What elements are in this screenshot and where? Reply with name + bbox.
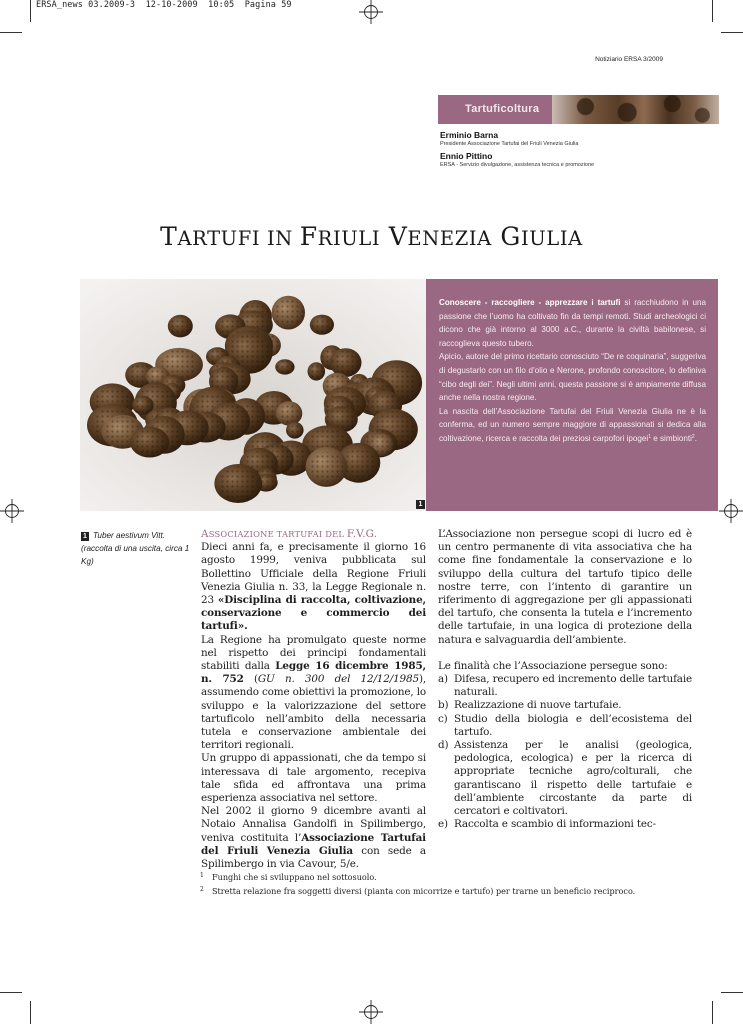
crop-mark [30, 0, 31, 22]
caption-number: 1 [81, 532, 89, 541]
truffle-texture [133, 428, 167, 457]
caption-text: Tuber aestivum Vitt. (raccolta di una uscita, circa 1 Kg) [81, 531, 190, 566]
footnote: 2 Stretta relazione fra soggetti diversi (pianta con micorrize e tartufo) per trarne un beneficio reciproco. [200, 886, 636, 896]
author-block [440, 130, 594, 172]
footnote-ref: 2 [691, 433, 695, 440]
truffle-texture [133, 397, 152, 414]
crop-mark [0, 992, 22, 993]
body-paragraph: Dieci anni fa, e precisamente il giorno 16 agosto 1999, veniva pubblicata sul Bollettino Ufficiale della Regione Friuli Venezia Giulia n. 33, la Legge Regionale n. 23 «Disciplina di raccolta, coltivazione, conservazione e commercio dei tartufi». [201, 541, 426, 633]
intro-box [426, 279, 718, 511]
crop-mark [721, 32, 743, 33]
truffle-photo [80, 279, 426, 511]
truffle-texture [273, 299, 304, 326]
photo-number: 1 [416, 500, 425, 509]
body-paragraph: Nel 2002 il giorno 9 dicembre avanti al Notaio Annalisa Gandolfi in Spilimbergo, veniva costituita l’Associazione Tartufai del Friuli Venezia Giulia con sede a Spilimbergo in via Cavour, 5/e. [201, 805, 426, 871]
section-label: Tartuficoltura [465, 103, 540, 115]
list-item: e) Raccolta e scambio di informazioni tec- [438, 818, 656, 831]
truffle-texture [309, 452, 344, 482]
truffle-texture [219, 466, 258, 500]
registration-mark-icon [359, 0, 383, 24]
truffle-texture [278, 404, 299, 422]
author-role: Presidente Associazione Tartufai del Friuli Venezia Giulia [440, 141, 579, 147]
registration-mark-icon [719, 499, 743, 523]
section-subheading: ASSOCIAZIONE TARTUFAI DEL F.V.G. [201, 528, 378, 540]
footnote: 1 Funghi che si sviluppano nel sottosuolo. [200, 872, 377, 882]
intro-paragraph: Conoscere - raccogliere - apprezzare i tartufi si racchiudono in una passione che l’uomo ha coltivato fin da tempi remoti. Studi archeologici ci dicono che già intorno al 3000 a.C., durante la civiltà babilonese, si raccoglieva questo tubero. [439, 298, 706, 348]
intro-paragraph: Apicio, autore del primo ricettario conosciuto “De re coquinaria”, suggeriva di degustarlo con un filo d’olio e Nerone, profondo conoscitore, lo definiva “cibo degli dei”. Negli ultimi anni, questa passione si è ampiamente diffusa anche nella nostra regione. [439, 352, 706, 403]
footnotes [200, 870, 670, 898]
truffle-texture [308, 364, 325, 379]
section-banner [438, 95, 719, 124]
truffle-texture [332, 351, 360, 375]
footnote-ref: 1 [648, 433, 651, 440]
truffle-texture [287, 423, 303, 437]
print-slug: ERSA_news 03.2009-3 12-10-2009 10:05 Pagina 59 [36, 0, 292, 10]
truffle-texture [169, 316, 191, 335]
list-item: a) Difesa, recupero ed incremento delle tartufaie naturali. [438, 673, 692, 699]
truffle-thumbnail [552, 95, 719, 124]
author-name: Erminio Barna [440, 130, 499, 140]
intro-paragraph: La nascita dell’Associazione Tartufai del Friuli Venezia Giulia ne è la conferma, ed un numero sempre maggiore di appassionati si dedica alla coltivazione, ricerca e raccolta dei preziosi carpofori ipogei$^1$ e simbionti$^2$. [439, 406, 706, 443]
article-title: TARTUFI IN FRIULI VENEZIA GIULIA [160, 222, 583, 251]
list-item: c) Studio della biologia e dell’ecosistema del tartufo. [438, 712, 692, 738]
photo-caption [81, 530, 191, 568]
body-paragraph: Un gruppo di appassionati, che da tempo si interessava di tale argomento, recepiva tale sfida ed affrontava una prima esperienza associativa nel settore. [201, 752, 426, 805]
journal-name: Notiziario ERSA 3/2009 [595, 56, 663, 63]
crop-mark [30, 1001, 31, 1024]
body-column-left [201, 528, 426, 871]
author-name: Ennio Pittino [440, 151, 493, 161]
registration-mark-icon [0, 499, 24, 523]
intro-lead: Conoscere - raccogliere - apprezzare i tartufi [439, 298, 621, 307]
crop-mark [712, 0, 713, 22]
truffle-texture [312, 316, 332, 333]
registration-mark-icon [359, 1000, 383, 1024]
author-role: ERSA - Servizio divulgazione, assistenza tecnica e promozione [440, 162, 595, 168]
body-paragraph: Le finalità che l’Associazione persegue sono: [438, 659, 668, 672]
aims-list [438, 673, 692, 831]
list-item: b) Realizzazione di nuove tartufaie. [438, 699, 622, 712]
list-item: d) Assistenza per le analisi (geologica, pedologica, ecologica) e per la ricerca di appropriate tecniche agro/colturali, che garantiscano il rispetto delle tartufaie e dell’ambiente circostante da parte di cercatori e coltivatori. [438, 739, 692, 818]
crop-mark [721, 992, 743, 993]
body-paragraph: La Regione ha promulgato queste norme nel rispetto dei principi fondamentali stabiliti dalla Legge 16 dicembre 1985, n. 752 (GU n. 300 del 12/12/1985), assumendo come obiettivi la promozione, lo sviluppo e la valorizzazione del settore tartuficolo nell’ambito della necessaria tutela e conservazione ambientale dei territori regionali. [201, 633, 426, 752]
body-column-right [438, 528, 692, 831]
crop-mark [712, 1001, 713, 1024]
truffle-illustration [80, 279, 426, 511]
truffle-texture [276, 359, 293, 374]
body-paragraph: L’Associazione non persegue scopi di lucro ed è un centro permanente di vita associativa che ha come fine fondamentale la conservazione e lo sviluppo della cultura del tartufo tipico delle nostre terre, con l’intento di garantire un riferimento di aggregazione per gli appassionati del tartufo, che consenta la tutela e l’incremento delle tartufaie, in una logica di protezione della natura e salvaguardia dell’ambiente. [438, 528, 692, 646]
crop-mark [0, 32, 22, 33]
